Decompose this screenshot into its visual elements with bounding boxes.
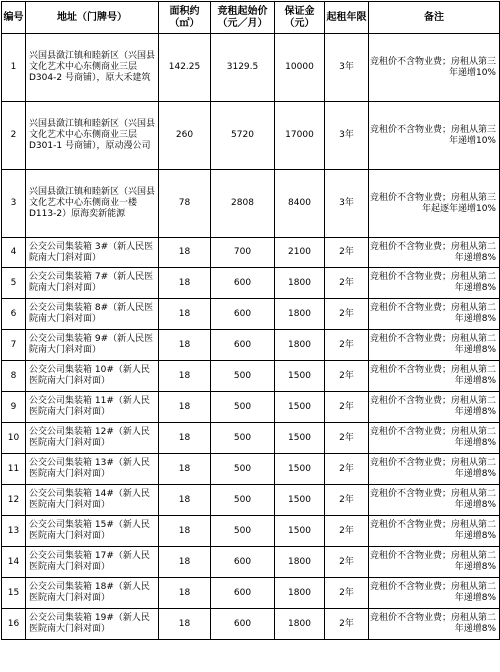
cell-area: 18 [159, 609, 211, 640]
table-row [2, 330, 500, 361]
cell-address: 兴国县潋江镇和睦新区（兴国县文化艺术中心东侧商业三层 D304-2 号商铺），原大禾建筑 [26, 34, 159, 102]
cell-deposit: 1500 [275, 454, 325, 485]
header-area: 面积约（㎡） [159, 2, 211, 34]
cell-address: 公交公司集装箱 18#（新人民医院南大门斜对面） [26, 578, 159, 609]
cell-address: 公交公司集装箱 15#（新人民医院南大门斜对面） [26, 516, 159, 547]
cell-no: 1 [2, 34, 26, 102]
cell-note: 竞租价不含物业费；房租从第二年递增8% [369, 454, 500, 485]
cell-note: 竞租价不含物业费；房租从第二年递增8% [369, 238, 500, 268]
cell-area: 142.25 [159, 34, 211, 102]
table-row [2, 454, 500, 485]
cell-area: 260 [159, 102, 211, 170]
cell-no: 6 [2, 299, 26, 330]
cell-price: 600 [211, 299, 275, 330]
cell-term: 2年 [325, 423, 369, 454]
cell-price: 500 [211, 392, 275, 423]
cell-term: 2年 [325, 299, 369, 330]
cell-deposit: 1500 [275, 485, 325, 516]
table-row [2, 423, 500, 454]
cell-area: 18 [159, 423, 211, 454]
cell-term: 2年 [325, 361, 369, 392]
cell-term: 2年 [325, 238, 369, 268]
table-row [2, 361, 500, 392]
table-row [2, 516, 500, 547]
cell-area: 18 [159, 361, 211, 392]
cell-no: 3 [2, 170, 26, 238]
cell-deposit: 8400 [275, 170, 325, 238]
header-no: 编号 [2, 2, 26, 34]
cell-area: 18 [159, 516, 211, 547]
table-body [2, 34, 500, 640]
cell-no: 16 [2, 609, 26, 640]
cell-no: 12 [2, 485, 26, 516]
cell-area: 78 [159, 170, 211, 238]
cell-address: 兴国县潋江镇和睦新区（兴国县文化艺术中心东侧商业三层 D301-1 号商铺），原动漫公司 [26, 102, 159, 170]
cell-area: 18 [159, 454, 211, 485]
cell-term: 2年 [325, 547, 369, 578]
cell-deposit: 1800 [275, 578, 325, 609]
cell-deposit: 1500 [275, 361, 325, 392]
cell-address: 公交公司集装箱 17#（新人民医院南大门斜对面） [26, 547, 159, 578]
table-row [2, 609, 500, 640]
cell-address: 兴国县潋江镇和睦新区（兴国县文化艺术中心东侧商业一楼 D113-2）原海奕新能源 [26, 170, 159, 238]
cell-note: 竞租价不含物业费；房租从第三年起逐年递增10% [369, 170, 500, 238]
table-row [2, 34, 500, 102]
cell-area: 18 [159, 299, 211, 330]
cell-address: 公交公司集装箱 14#（新人民医院南大门斜对面） [26, 485, 159, 516]
cell-deposit: 1500 [275, 423, 325, 454]
cell-area: 18 [159, 547, 211, 578]
table-row [2, 485, 500, 516]
cell-note: 竞租价不含物业费；房租从第二年递增8% [369, 299, 500, 330]
table-row [2, 170, 500, 238]
cell-note: 竞租价不含物业费；房租从第三年递增10% [369, 102, 500, 170]
table-row [2, 268, 500, 299]
cell-no: 13 [2, 516, 26, 547]
rental-table [1, 1, 500, 640]
cell-term: 2年 [325, 392, 369, 423]
cell-deposit: 17000 [275, 102, 325, 170]
header-deposit: 保证金（元） [275, 2, 325, 34]
cell-area: 18 [159, 330, 211, 361]
cell-area: 18 [159, 238, 211, 268]
cell-area: 18 [159, 268, 211, 299]
cell-no: 2 [2, 102, 26, 170]
cell-term: 2年 [325, 516, 369, 547]
cell-term: 2年 [325, 454, 369, 485]
cell-address: 公交公司集装箱 7#（新人民医院南大门斜对面） [26, 268, 159, 299]
cell-price: 600 [211, 609, 275, 640]
cell-price: 600 [211, 547, 275, 578]
cell-area: 18 [159, 392, 211, 423]
cell-price: 700 [211, 238, 275, 268]
table-row [2, 102, 500, 170]
table-row [2, 238, 500, 268]
cell-price: 500 [211, 485, 275, 516]
cell-note: 竞租价不含物业费；房租从第三年递增10% [369, 34, 500, 102]
cell-price: 600 [211, 578, 275, 609]
cell-note: 竞租价不含物业费；房租从第二年递增8% [369, 609, 500, 640]
cell-price: 500 [211, 423, 275, 454]
cell-price: 600 [211, 268, 275, 299]
cell-deposit: 1800 [275, 609, 325, 640]
cell-price: 500 [211, 361, 275, 392]
cell-price: 2808 [211, 170, 275, 238]
cell-address: 公交公司集装箱 11#（新人民医院南大门斜对面） [26, 392, 159, 423]
cell-address: 公交公司集装箱 8#（新人民医院南大门斜对面） [26, 299, 159, 330]
cell-term: 3年 [325, 102, 369, 170]
cell-term: 3年 [325, 170, 369, 238]
table-row [2, 547, 500, 578]
cell-deposit: 2100 [275, 238, 325, 268]
cell-address: 公交公司集装箱 19#（新人民医院南大门斜对面） [26, 609, 159, 640]
cell-price: 3129.5 [211, 34, 275, 102]
cell-area: 18 [159, 485, 211, 516]
cell-address: 公交公司集装箱 3#（新人民医院南大门斜对面） [26, 238, 159, 268]
cell-term: 2年 [325, 578, 369, 609]
cell-no: 7 [2, 330, 26, 361]
cell-note: 竞租价不含物业费；房租从第二年递增8% [369, 485, 500, 516]
table-row [2, 299, 500, 330]
cell-no: 9 [2, 392, 26, 423]
cell-price: 5720 [211, 102, 275, 170]
cell-address: 公交公司集装箱 10#（新人民医院南大门斜对面） [26, 361, 159, 392]
cell-note: 竞租价不含物业费；房租从第二年递增8% [369, 578, 500, 609]
cell-note: 竞租价不含物业费；房租从第二年递增8% [369, 361, 500, 392]
cell-no: 4 [2, 238, 26, 268]
header-price: 竞租起始价（元／月） [211, 2, 275, 34]
cell-term: 2年 [325, 485, 369, 516]
table-row [2, 392, 500, 423]
cell-note: 竞租价不含物业费；房租从第二年递增8% [369, 547, 500, 578]
cell-area: 18 [159, 578, 211, 609]
cell-no: 5 [2, 268, 26, 299]
header-term: 起租年限 [325, 2, 369, 34]
cell-note: 竞租价不含物业费；房租从第二年递增8% [369, 268, 500, 299]
cell-term: 3年 [325, 34, 369, 102]
cell-address: 公交公司集装箱 12#（新人民医院南大门斜对面） [26, 423, 159, 454]
cell-no: 15 [2, 578, 26, 609]
cell-no: 11 [2, 454, 26, 485]
cell-note: 竞租价不含物业费；房租从第二年递增8% [369, 392, 500, 423]
cell-note: 竞租价不含物业费；房租从第二年递增8% [369, 516, 500, 547]
header-row [2, 2, 500, 34]
header-note: 备注 [369, 2, 500, 34]
cell-term: 2年 [325, 268, 369, 299]
cell-price: 600 [211, 330, 275, 361]
cell-note: 竞租价不含物业费；房租从第二年递增8% [369, 330, 500, 361]
cell-price: 500 [211, 516, 275, 547]
cell-address: 公交公司集装箱 9#（新人民医院南大门斜对面） [26, 330, 159, 361]
cell-no: 10 [2, 423, 26, 454]
cell-no: 8 [2, 361, 26, 392]
cell-deposit: 1800 [275, 268, 325, 299]
header-address: 地址（门牌号） [26, 2, 159, 34]
cell-note: 竞租价不含物业费；房租从第二年递增8% [369, 423, 500, 454]
cell-price: 500 [211, 454, 275, 485]
cell-term: 2年 [325, 609, 369, 640]
cell-deposit: 1800 [275, 299, 325, 330]
cell-deposit: 1500 [275, 516, 325, 547]
cell-term: 2年 [325, 330, 369, 361]
table-row [2, 578, 500, 609]
cell-no: 14 [2, 547, 26, 578]
cell-address: 公交公司集装箱 13#（新人民医院南大门斜对面） [26, 454, 159, 485]
cell-deposit: 1800 [275, 330, 325, 361]
cell-deposit: 10000 [275, 34, 325, 102]
cell-deposit: 1500 [275, 392, 325, 423]
cell-deposit: 1800 [275, 547, 325, 578]
